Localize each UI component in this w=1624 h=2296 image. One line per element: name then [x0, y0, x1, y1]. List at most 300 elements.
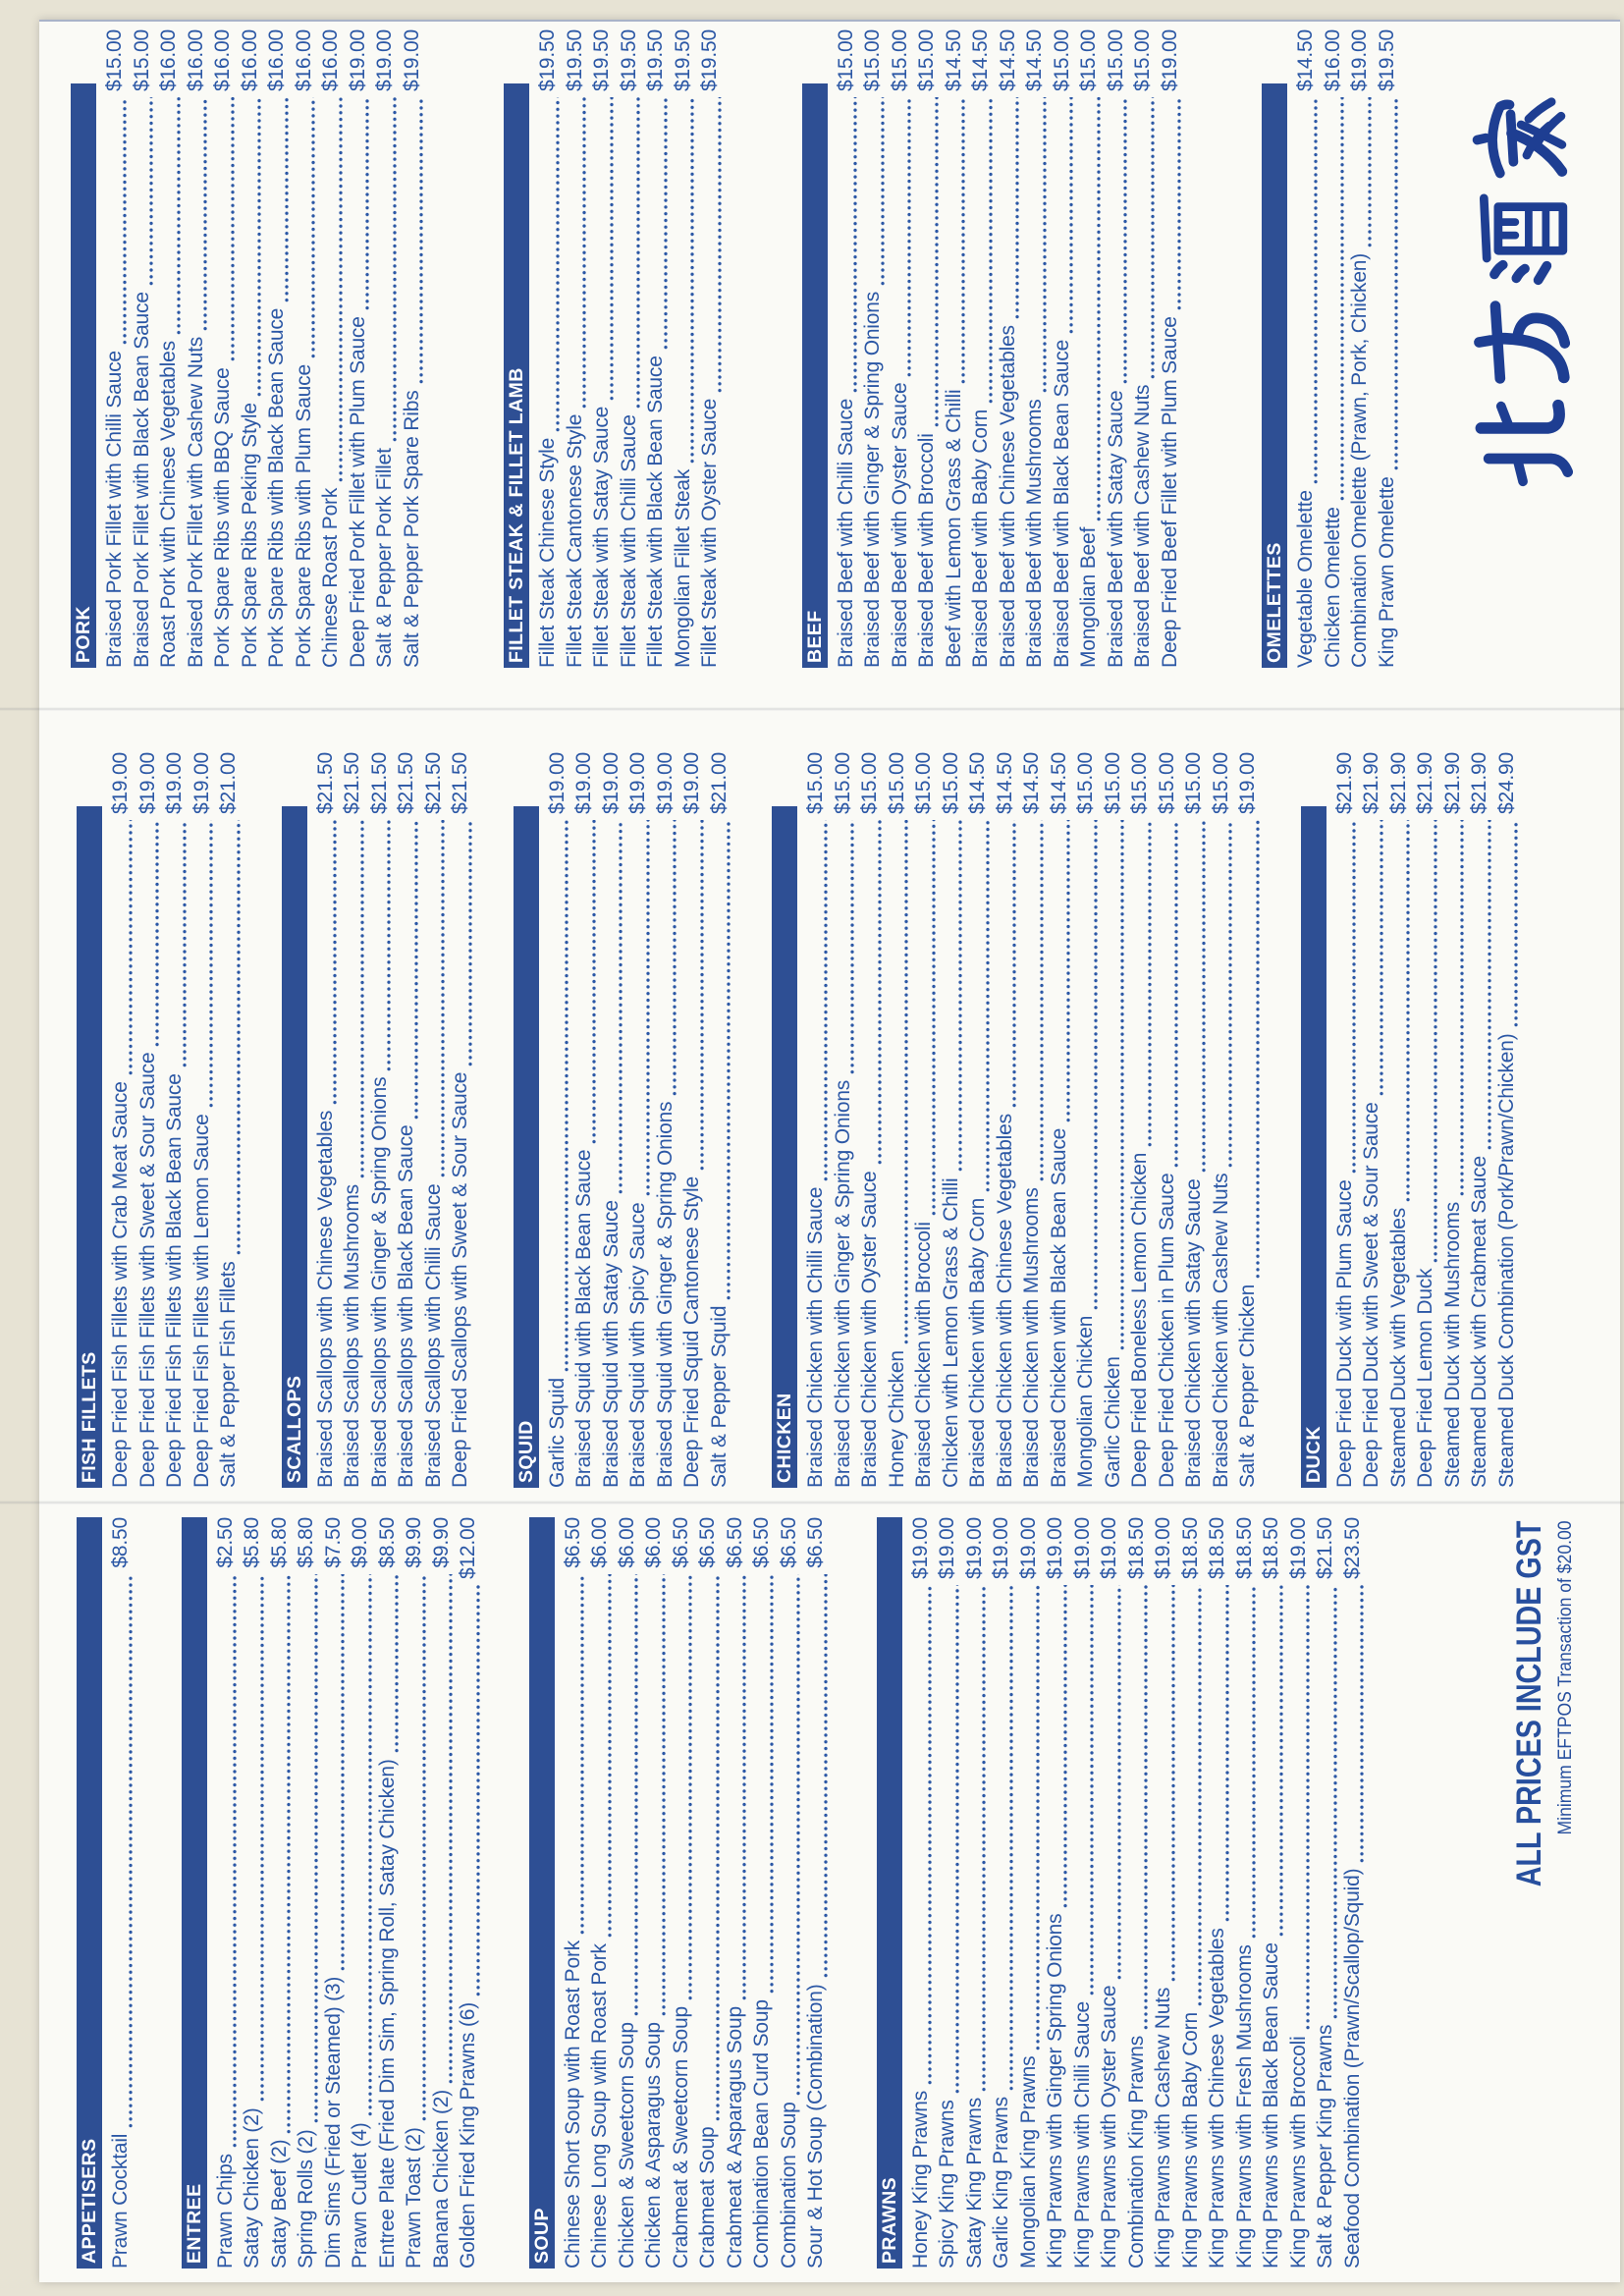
item-price: $19.50	[617, 29, 640, 92]
menu-item-row	[832, 752, 859, 1488]
gst-note: ALL PRICES INCLUDE GST	[1510, 1521, 1548, 1887]
item-name: King Prawns with Black Bean Sauce	[1260, 1942, 1282, 2269]
item-name: Dim Sims (Fried or Steamed) (3)	[321, 1976, 345, 2269]
menu-section	[77, 1517, 136, 2269]
menu-item-row	[190, 752, 218, 1488]
menu-item-row	[1495, 752, 1523, 1488]
menu-item-row	[349, 1517, 376, 2269]
item-price: $19.50	[644, 29, 667, 92]
dot-leader	[359, 820, 365, 1178]
dot-leader	[957, 820, 963, 1172]
logo-character-jia-icon	[1443, 92, 1608, 188]
dot-leader	[364, 97, 370, 310]
dot-leader	[661, 1574, 667, 2017]
dot-leader	[392, 97, 398, 442]
item-name: Mongolian King Prawns	[1016, 2055, 1040, 2269]
dot-leader	[1147, 820, 1153, 1147]
item-name: Garlic Chicken	[1101, 1356, 1124, 1488]
item-name: Deep Fried Duck with Sweet & Sour Sauce	[1360, 1102, 1382, 1488]
item-price: $21.50	[1314, 1517, 1336, 1580]
menu-item-row	[1182, 752, 1210, 1488]
menu-item-row	[265, 29, 293, 668]
item-price: $15.00	[858, 752, 881, 815]
item-price: $16.00	[238, 29, 261, 92]
dot-leader	[1201, 820, 1207, 1173]
item-price: $5.80	[295, 1517, 317, 1568]
item-price: $21.50	[367, 752, 391, 815]
menu-item-row	[1236, 752, 1264, 1488]
dot-leader	[880, 97, 886, 286]
menu-section	[1301, 752, 1523, 1488]
item-name: Crabmeat Soup	[696, 2126, 719, 2269]
dot-leader	[394, 1574, 400, 1754]
menu-item-row	[963, 1517, 991, 2269]
item-price: $14.50	[996, 29, 1019, 92]
item-price: $15.00	[861, 29, 884, 92]
item-name: Braised Chicken with Mushrooms	[1020, 1187, 1043, 1488]
item-price: $19.00	[626, 752, 649, 815]
item-price: $18.50	[1178, 1517, 1202, 1580]
dot-leader	[1405, 820, 1411, 1202]
item-price: $19.00	[653, 752, 677, 815]
dot-leader	[1089, 1585, 1095, 1995]
item-price: $16.00	[292, 29, 315, 92]
menu-section	[282, 752, 476, 1488]
item-price: $21.50	[449, 752, 471, 815]
item-price: $15.00	[1182, 752, 1205, 815]
item-price: $14.50	[1020, 752, 1043, 815]
item-price: $16.00	[319, 29, 342, 92]
menu-item-row	[1333, 752, 1361, 1488]
item-price: $14.50	[1294, 29, 1317, 92]
menu-item-row	[1210, 752, 1237, 1488]
section-header-bar	[529, 1517, 555, 2269]
menu-item-row	[1071, 1517, 1099, 2269]
item-price: $15.00	[1074, 752, 1097, 815]
item-name: Braised Beef with Chilli Sauce	[834, 398, 857, 668]
menu-item-row	[861, 29, 889, 668]
item-price: $15.00	[885, 752, 908, 815]
dot-leader	[985, 820, 991, 1192]
item-name: Honey King Prawns	[908, 2090, 932, 2269]
item-price: $5.80	[241, 1517, 263, 1568]
item-price: $15.00	[103, 29, 126, 92]
menu-item-row	[241, 1517, 268, 2269]
item-price: $9.90	[403, 1517, 425, 1568]
item-name: Chicken Omelette	[1321, 507, 1344, 668]
item-name: Banana Chicken (2)	[429, 2089, 453, 2269]
section-title: CHICKEN	[774, 1393, 795, 1483]
menu-item-row	[588, 1517, 616, 2269]
item-name: Braised Beef with Oyster Sauce	[888, 382, 911, 668]
item-price: $19.50	[698, 29, 721, 92]
item-name: Fillet Steak with Chilli Sauce	[617, 414, 640, 668]
item-name: Braised Beef with Broccoli	[915, 433, 938, 668]
menu-item-row	[319, 29, 347, 668]
item-name: Braised Pork Fillet with Chilli Sauce	[103, 351, 126, 668]
item-name: Braised Squid with Spicy Sauce	[626, 1202, 649, 1488]
logo-character-fang-icon	[1443, 295, 1608, 390]
item-name: Mongolian Fillet Steak	[671, 468, 694, 668]
menu-item-row	[886, 752, 913, 1488]
item-name: King Prawn Omelette	[1375, 476, 1398, 668]
dot-leader	[1433, 820, 1438, 1263]
menu-item-row	[1152, 1517, 1179, 2269]
dot-leader	[1143, 1585, 1149, 2030]
dot-leader	[154, 820, 160, 1047]
item-name: Steamed Duck Combination (Pork/Prawn/Chicken)	[1494, 1033, 1518, 1488]
menu-item-row	[1360, 752, 1387, 1488]
item-name: Entree Plate (Fried Dim Sim, Spring Roll, Satay Chicken)	[375, 1759, 399, 2269]
item-name: Braised Scallops with Black Bean Sauce	[395, 1124, 417, 1488]
item-name: Braised Pork Fillet with Black Bean Sauce	[130, 292, 153, 668]
item-price: $19.00	[1236, 752, 1259, 815]
menu-item-row	[401, 29, 428, 668]
menu-item-row	[314, 752, 342, 1488]
menu-section	[504, 29, 726, 668]
item-name: Prawn Cutlet (4)	[349, 2122, 371, 2269]
item-name: Salt & Pepper Squid	[707, 1305, 731, 1488]
menu-item-row	[239, 29, 266, 668]
item-name: Braised Beef with Baby Corn	[969, 409, 992, 668]
item-name: Braised Chicken with Broccoli	[912, 1222, 935, 1488]
menu-item-row	[449, 752, 476, 1488]
dot-leader	[367, 1574, 373, 2117]
menu-item-row	[1376, 29, 1403, 668]
item-name: Satay King Prawns	[962, 2097, 986, 2269]
item-price: $15.00	[1050, 29, 1073, 92]
item-price: $19.50	[1375, 29, 1398, 92]
dot-leader	[741, 1574, 747, 2000]
menu-item-row	[644, 29, 672, 668]
item-price: $19.00	[1158, 29, 1181, 92]
item-name: Spicy King Prawns	[936, 2100, 958, 2269]
dot-leader	[1251, 1585, 1257, 1939]
menu-item-row	[618, 29, 645, 668]
dot-leader	[633, 1574, 639, 2017]
item-price: $16.00	[265, 29, 288, 92]
item-name: Deep Fried Lemon Duck	[1414, 1268, 1436, 1488]
item-name: Braised Chicken with Black Bean Sauce	[1047, 1127, 1070, 1488]
menu-item-row	[136, 752, 164, 1488]
menu-item-row	[1414, 752, 1441, 1488]
menu-column-left	[0, 1517, 1624, 2269]
section-title: OMELETTES	[1264, 542, 1285, 663]
item-price: $21.90	[1386, 752, 1410, 815]
menu-item-row	[804, 1517, 832, 2269]
item-name: Chinese Long Soup with Roast Pork	[588, 1943, 611, 2269]
item-price: $19.00	[599, 752, 623, 815]
dot-leader	[954, 1585, 960, 2094]
item-name: Braised Chicken with Ginger & Spring Onions	[831, 1079, 854, 1488]
menu-item-row	[157, 29, 185, 668]
dot-leader	[202, 97, 208, 331]
item-price: $19.00	[936, 1517, 958, 1580]
dot-leader	[475, 1585, 481, 1996]
item-price: $16.00	[211, 29, 234, 92]
item-price: $15.00	[1131, 29, 1154, 92]
item-name: Combination Bean Curd Soup	[750, 1999, 773, 2269]
item-price: $19.50	[671, 29, 694, 92]
menu-section	[1262, 29, 1402, 668]
item-price: $19.00	[1286, 1517, 1310, 1580]
item-name: Fillet Steak with Oyster Sauce	[698, 398, 721, 668]
menu-item-row	[696, 1517, 724, 2269]
item-price: $14.50	[966, 752, 989, 815]
menu-item-row	[626, 752, 654, 1488]
menu-item-row	[750, 1517, 778, 2269]
menu-item-row	[1287, 1517, 1315, 2269]
item-price: $19.00	[545, 752, 568, 815]
item-name: Honey Chicken	[885, 1350, 908, 1488]
item-name: Chicken & Asparagus Soup	[642, 2022, 665, 2269]
logo-character-bei-icon	[1443, 396, 1608, 491]
dot-leader	[960, 97, 966, 384]
item-price: $15.00	[939, 752, 962, 815]
item-price: $6.50	[723, 1517, 746, 1568]
item-name: King Prawns with Fresh Mushrooms	[1232, 1944, 1256, 2269]
item-price: $15.00	[831, 752, 854, 815]
menu-item-row	[724, 1517, 751, 2269]
item-price: $19.00	[680, 752, 703, 815]
item-price: $21.90	[1440, 752, 1464, 815]
item-price: $19.00	[1098, 1517, 1120, 1580]
item-name: King Prawns with Baby Corn	[1178, 2012, 1202, 2269]
menu-item-row	[940, 752, 967, 1488]
item-name: Deep Fried Duck with Plum Sauce	[1332, 1179, 1356, 1488]
dot-leader	[618, 820, 623, 1194]
dot-leader	[1197, 1585, 1203, 2006]
menu-item-row	[293, 29, 320, 668]
item-price: $12.00	[457, 1517, 479, 1580]
item-name: Braised Pork Fillet with Cashew Nuts	[184, 336, 207, 668]
dot-leader	[310, 97, 316, 358]
item-price: $8.50	[375, 1517, 399, 1568]
section-header-bar	[504, 83, 529, 668]
menu-item-row	[1468, 752, 1495, 1488]
item-price: $19.50	[536, 29, 559, 92]
item-name: Steamed Duck with Vegetables	[1386, 1207, 1410, 1488]
item-name: Satay Beef (2)	[267, 2139, 291, 2269]
dot-leader	[1393, 97, 1399, 470]
section-header-bar	[182, 1517, 207, 2269]
item-name: Chinese Short Soup with Roast Pork	[561, 1940, 584, 2269]
item-price: $14.50	[1023, 29, 1046, 92]
item-price: $19.00	[163, 752, 186, 815]
dot-leader	[286, 1574, 292, 2134]
menu-item-row	[1348, 29, 1376, 668]
dot-leader	[1068, 97, 1074, 334]
section-title: SOUP	[530, 2208, 553, 2264]
item-price: $21.50	[341, 752, 363, 815]
dot-leader	[230, 97, 236, 361]
item-name: King Prawns with Chinese Vegetables	[1206, 1928, 1228, 2269]
item-name: Braised Squid with Ginger & Spring Onions	[653, 1101, 677, 1488]
dot-leader	[1305, 1585, 1311, 2030]
item-price: $21.50	[313, 752, 337, 815]
dot-leader	[1035, 1585, 1041, 2050]
dot-leader	[232, 1574, 238, 2149]
dot-leader	[687, 1574, 693, 2000]
item-name: King Prawns with Ginger Spring Onions	[1044, 1913, 1066, 2269]
dot-leader	[1176, 97, 1182, 310]
item-name: Fillet Steak with Black Bean Sauce	[644, 355, 667, 668]
item-price: $6.00	[615, 1517, 638, 1568]
item-name: Crabmeat & Asparagus Soup	[723, 2006, 746, 2269]
dot-leader	[1062, 1585, 1068, 1908]
dot-leader	[340, 1574, 346, 1971]
dot-leader	[903, 820, 909, 1344]
dot-leader	[313, 1574, 319, 2124]
section-title: ENTREE	[183, 2183, 205, 2264]
dot-leader	[852, 97, 858, 393]
item-name: Braised Scallops with Ginger & Spring Onions	[367, 1076, 391, 1488]
item-name: Deep Fried Chicken in Plum Sauce	[1155, 1173, 1178, 1488]
section-header-bar	[877, 1517, 902, 2269]
item-price: $15.00	[915, 29, 938, 92]
menu-item-row	[103, 29, 131, 668]
menu-item-row	[185, 29, 212, 668]
dot-leader	[1459, 820, 1465, 1196]
item-price: $6.00	[642, 1517, 665, 1568]
item-name: Fillet Steak Chinese Style	[536, 437, 559, 668]
item-name: Garlic Squid	[545, 1378, 568, 1488]
item-name: Braised Squid with Black Bean Sauce	[572, 1149, 595, 1488]
item-name: Chicken with Lemon Grass & Chilli	[939, 1177, 962, 1488]
section-header-bar	[71, 83, 96, 668]
dot-leader	[877, 820, 883, 1165]
section-title: PORK	[73, 606, 94, 663]
item-price: $18.50	[1260, 1517, 1282, 1580]
item-price: $21.00	[707, 752, 731, 815]
dot-leader	[236, 820, 242, 1255]
menu-section	[529, 1517, 832, 2269]
menu-item-row	[966, 752, 994, 1488]
section-header-bar	[77, 1517, 102, 2269]
restaurant-logo	[1441, 86, 1610, 491]
dot-leader	[635, 97, 641, 409]
dot-leader	[128, 820, 134, 1075]
menu-item-row	[909, 1517, 937, 2269]
fold-crease-line	[0, 1501, 1624, 1504]
section-header-bar	[1262, 83, 1287, 668]
menu-item-row	[572, 752, 600, 1488]
item-name: Prawn Cocktail	[109, 2133, 132, 2269]
fold-crease-line	[0, 707, 1624, 711]
menu-item-row	[217, 752, 244, 1488]
item-name: Deep Fried Boneless Lemon Chicken	[1128, 1152, 1151, 1488]
item-name: Pork Spare Ribs with Black Bean Sauce	[265, 307, 288, 668]
menu-item-row	[211, 29, 239, 668]
menu-item-row	[395, 752, 422, 1488]
dot-leader	[182, 820, 188, 1067]
item-price: $15.00	[1128, 752, 1151, 815]
section-title: PRAWNS	[878, 2177, 900, 2264]
dot-leader	[467, 820, 473, 1066]
section-header-bar	[77, 806, 102, 1488]
dot-leader	[176, 97, 182, 335]
dot-leader	[823, 820, 829, 1181]
menu-column-middle	[0, 752, 1624, 1488]
item-name: Braised Scallops with Chinese Vegetables	[313, 1110, 337, 1488]
menu-item-row	[368, 752, 396, 1488]
item-name: Braised Squid with Satay Sauce	[599, 1200, 623, 1488]
item-name: Deep Fried Fish Fillets with Lemon Sauce	[189, 1114, 213, 1488]
menu-item-row	[422, 752, 450, 1488]
dot-leader	[795, 1574, 801, 2097]
dot-leader	[1313, 97, 1319, 484]
item-name: Braised Scallops with Chilli Sauce	[421, 1183, 445, 1488]
item-price: $18.50	[1206, 1517, 1228, 1580]
item-price: $15.00	[912, 752, 935, 815]
dot-leader	[555, 97, 561, 432]
dot-leader	[1122, 97, 1128, 384]
item-name: Braised Chicken with Chilli Sauce	[804, 1186, 827, 1488]
dot-leader	[1096, 97, 1102, 521]
dot-leader	[581, 97, 587, 409]
item-name: Deep Fried Pork Fillet with Plum Sauce	[346, 316, 369, 668]
dot-leader	[1173, 820, 1179, 1168]
item-price: $14.50	[942, 29, 965, 92]
dot-leader	[1119, 820, 1125, 1350]
item-price: $21.90	[1332, 752, 1356, 815]
item-name: Garlic King Prawns	[990, 2097, 1012, 2269]
item-price: $14.50	[993, 752, 1016, 815]
dot-leader	[1227, 820, 1233, 1168]
menu-item-row	[858, 752, 886, 1488]
dot-leader	[1513, 820, 1519, 1027]
menu-section	[182, 1517, 484, 2269]
item-name: King Prawns with Oyster Sauce	[1098, 1985, 1120, 2269]
dot-leader	[284, 97, 290, 302]
item-name: Salt & Pepper Fish Fillets	[217, 1261, 240, 1488]
menu-item-row	[373, 29, 401, 668]
dot-leader	[1170, 1585, 1176, 1982]
item-price: $19.00	[346, 29, 369, 92]
item-name: Deep Fried Fish Fillets with Crab Meat Sauce	[109, 1081, 132, 1488]
menu-item-row	[1125, 1517, 1153, 2269]
dot-leader	[1014, 97, 1020, 319]
item-name: Braised Chicken with Cashew Nuts	[1209, 1173, 1232, 1488]
menu-item-row	[1159, 29, 1186, 668]
item-price: $16.00	[184, 29, 207, 92]
item-price: $19.00	[962, 1517, 986, 1580]
menu-item-row	[562, 1517, 589, 2269]
item-price: $19.00	[1348, 29, 1371, 92]
menu-item-row	[109, 752, 136, 1488]
item-name: Salt & Pepper Chicken	[1236, 1284, 1259, 1488]
menu-item-row	[804, 752, 832, 1488]
dot-leader	[122, 97, 128, 345]
section-header-bar	[514, 806, 539, 1488]
dot-leader	[148, 97, 154, 286]
item-name: Chicken & Sweetcorn Soup	[615, 2022, 638, 2269]
item-name: Mongolian Beef	[1077, 526, 1100, 668]
dot-leader	[1332, 1585, 1338, 2019]
item-name: Roast Pork with Chinese Vegetables	[157, 341, 180, 668]
item-name: Braised Scallops with Mushrooms	[341, 1184, 363, 1488]
dot-leader	[1487, 820, 1492, 1150]
item-price: $19.00	[572, 752, 595, 815]
item-name: Sour & Hot Soup (Combination)	[804, 1984, 827, 2269]
dot-leader	[1116, 1585, 1122, 1980]
item-price: $21.90	[1360, 752, 1382, 815]
item-price: $14.50	[1047, 752, 1070, 815]
item-name: Braised Beef with Chinese Vegetables	[996, 325, 1019, 668]
menu-section	[514, 752, 735, 1488]
item-name: Braised Chicken with Oyster Sauce	[858, 1171, 881, 1488]
item-name: Spring Rolls (2)	[295, 2129, 317, 2269]
